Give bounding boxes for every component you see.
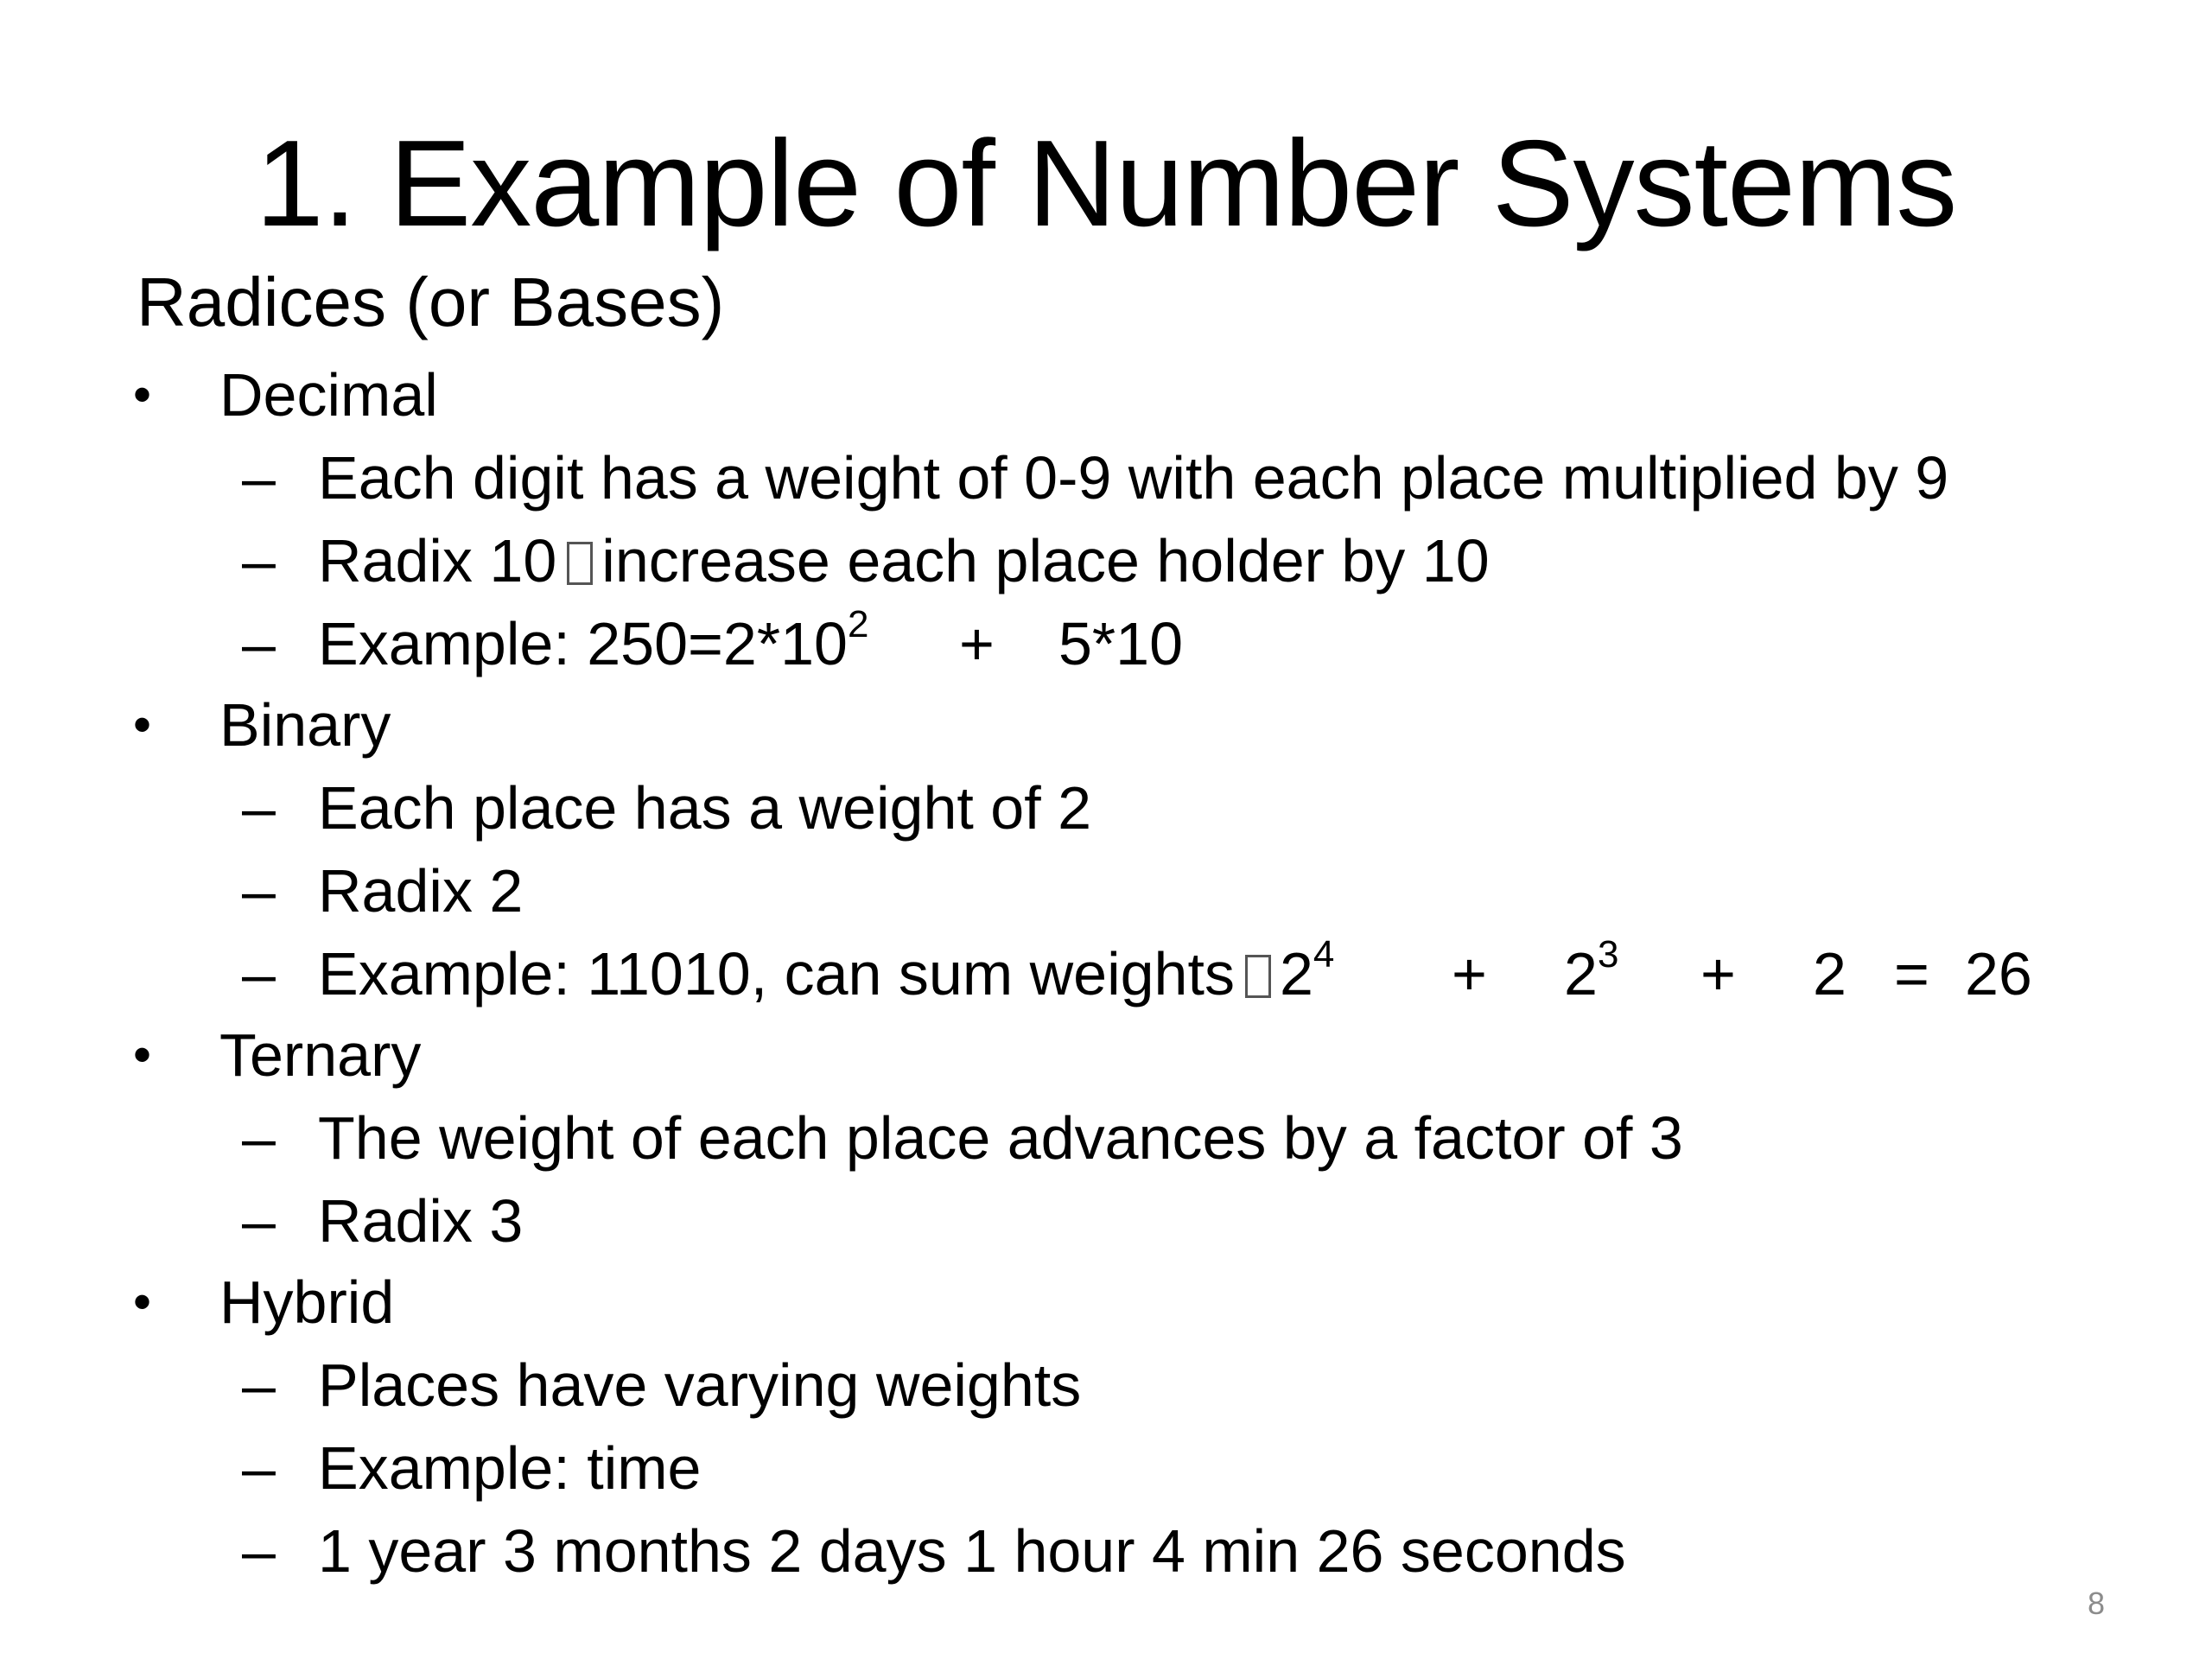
bullet-marker: • [133,365,152,423]
missing-arrow-glyph-icon [567,542,593,585]
bullet-marker: • [133,1273,152,1331]
dash-marker: – [242,774,276,842]
dash-marker: – [242,444,276,512]
dash-marker: – [242,610,276,677]
missing-arrow-glyph-icon [1245,955,1271,998]
slide-title: 1. Example of Number Systems [255,115,1957,252]
binary-radix-text: Radix 2 [318,857,524,925]
decimal-weight-text: Each digit has a weight of 0-9 with each place multiplied by 9 [318,444,1949,512]
decimal-radix-desc: increase each place holder by 10 [601,527,1490,594]
ternary-weight-text: The weight of each place advances by a factor of 3 [318,1104,1683,1172]
binary-example-term1-base: 2 [1279,940,1313,1007]
hybrid-weights-text: Places have varying weights [318,1351,1082,1419]
bullet-heading-binary: Binary [219,691,391,759]
binary-example-term2 [1564,932,1619,1013]
decimal-example-exponent: 2 [847,602,869,645]
decimal-example-term: 5*10 [1058,610,1184,677]
decimal-example-prefix: Example: 250=2*10 [318,610,848,677]
binary-example-term2-exp: 3 [1597,932,1619,976]
hybrid-time-example-text: 1 year 3 months 2 days 1 hour 4 min 26 seconds [318,1517,1626,1585]
dash-marker: – [242,1434,276,1502]
binary-example-prefix: Example: 11010, can sum weights [318,940,1235,1007]
dash-marker: – [242,527,276,594]
bullet-heading-hybrid: Hybrid [219,1268,395,1336]
binary-example-plus1: + [1452,940,1487,1007]
page-number: 8 [2088,1586,2106,1621]
binary-example-plus2: + [1700,940,1736,1007]
decimal-example [318,602,869,683]
ternary-radix-text: Radix 3 [318,1187,524,1255]
binary-example-term1-exp: 4 [1313,932,1335,976]
dash-marker: – [242,1517,276,1585]
hybrid-example-text: Example: time [318,1434,702,1502]
decimal-example-plus: + [959,610,995,677]
binary-example-term2-base: 2 [1564,940,1598,1007]
dash-marker: – [242,940,276,1007]
binary-weight-text: Each place has a weight of 2 [318,774,1092,842]
dash-marker: – [242,1351,276,1419]
bullet-heading-ternary: Ternary [219,1021,422,1089]
dash-marker: – [242,1187,276,1255]
bullet-heading-decimal: Decimal [219,361,438,429]
binary-example-result: 26 [1965,940,2032,1007]
bullet-marker: • [133,1026,152,1084]
binary-example-equals: = [1894,940,1929,1007]
decimal-radix-text: Radix 10 [318,527,557,594]
decimal-radix-line [318,522,1490,600]
dash-marker: – [242,857,276,925]
binary-example [318,932,1335,1013]
dash-marker: – [242,1104,276,1172]
slide-subtitle: Radices (or Bases) [137,264,725,340]
bullet-marker: • [133,696,152,753]
binary-example-term3: 2 [1813,940,1847,1007]
